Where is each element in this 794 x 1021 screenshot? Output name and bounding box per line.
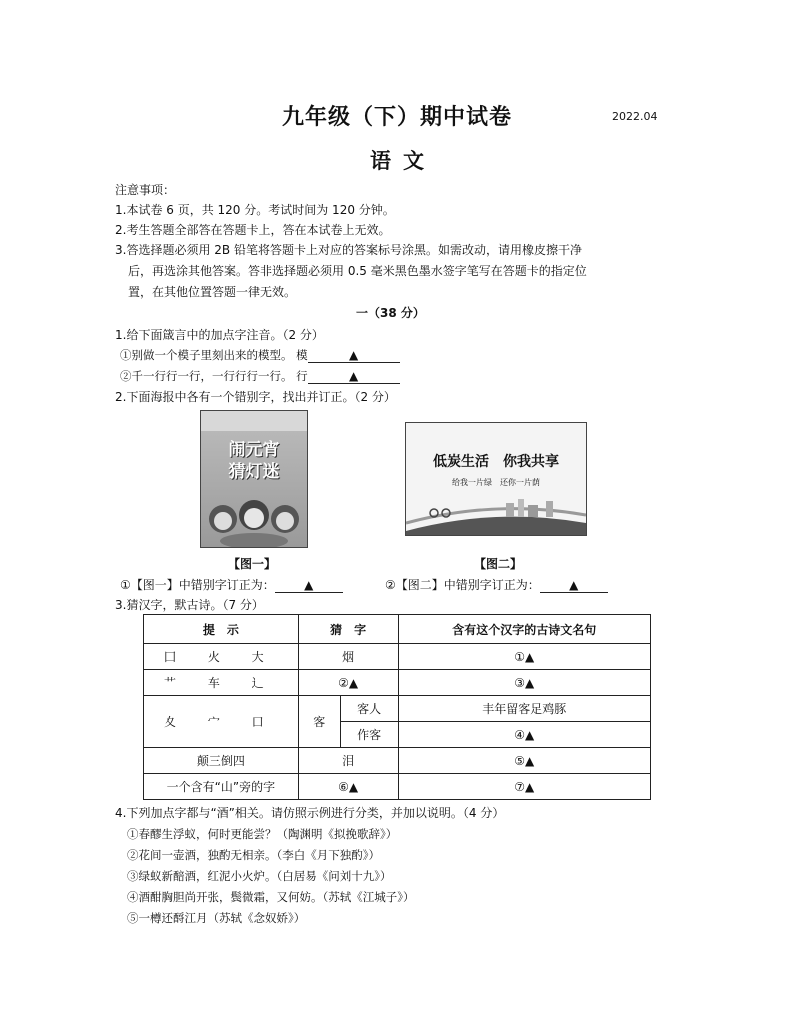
verse-cell[interactable]: ①▲ (398, 644, 650, 670)
poster2-title: 低炭生活 你我共享 (433, 454, 559, 470)
q2-answer-2-blank[interactable]: ▲ (540, 578, 608, 593)
q2-answer-1-label: ①【图一】中错别字订正为： (120, 578, 275, 592)
guess-cell[interactable]: ⑥▲ (298, 774, 398, 800)
table-row (144, 774, 651, 800)
exam-date: 2022.04 (612, 110, 658, 123)
q4-item: ②花间一壶酒，独酌无相亲。（李白《月下独酌》） (127, 848, 380, 862)
note-item: 3.答选择题必须用 2B 铅笔将答题卡上对应的答案标号涂黑。如需改动，请用橡皮擦干净 (115, 243, 582, 257)
verse-cell[interactable]: ⑦▲ (398, 774, 650, 800)
table-row (144, 748, 651, 774)
poster2-landscape-illustration (406, 493, 586, 535)
section-heading: 一（38 分） (356, 306, 425, 320)
hint-cell: 囗 火 大 (144, 644, 299, 670)
subject-char-a: 语 (370, 148, 391, 173)
header-guess: 猜 字 (298, 615, 398, 644)
q3-stem: 3.猜汉字，默古诗。（7 分） (115, 598, 264, 612)
word-cell: 客人 (340, 696, 398, 722)
table-row (144, 670, 651, 696)
poster-low-carbon (405, 422, 587, 536)
poster2-caption: 【图二】 (474, 557, 523, 571)
q1-item-a (120, 345, 400, 365)
poster1-caption: 【图一】 (228, 557, 277, 571)
table-row (144, 644, 651, 670)
note-item: 2.考生答题全部答在答题卡上，答在本试卷上无效。 (115, 223, 391, 237)
note-item: 1.本试卷 6 页，共 120 分。考试时间为 120 分钟。 (115, 203, 395, 217)
notes-heading: 注意事项： (115, 183, 176, 197)
note-item: 置，在其他位置答题一律无效。 (128, 285, 297, 299)
q1-b-answer-blank[interactable]: ▲ (308, 369, 400, 384)
verse-cell: 丰年留客足鸡豚 (398, 696, 650, 722)
q2-answer-1 (120, 575, 343, 595)
q4-item: ⑤一樽还酹江月（苏轼《念奴娇》） (127, 911, 306, 925)
subject-title (0, 145, 794, 175)
poster1-children-illustration (201, 491, 307, 547)
guess-cell: 客 (298, 696, 340, 748)
table-row (144, 696, 651, 722)
q4-item: ①春醪生浮蚁，何时更能尝？（陶渊明《拟挽歌辞》） (127, 827, 398, 841)
q1-a-text: ①别做一个模子里刻出来的模型。 模 (120, 348, 308, 362)
poster1-line2: 猜灯迷 (228, 462, 280, 482)
poster-lantern-riddle (200, 410, 308, 548)
poster1-text (201, 439, 307, 483)
guess-cell: 泪 (298, 748, 398, 774)
poster1-top-band (201, 411, 307, 431)
hint-cell: 颠三倒四 (144, 748, 299, 774)
q4-stem: 4.下列加点字都与“酒”相关。请仿照示例进行分类，并加以说明。（4 分） (115, 806, 505, 820)
subject-char-b: 文 (403, 148, 424, 173)
guess-cell[interactable]: ②▲ (298, 670, 398, 696)
hint-cell: 艹 车 辶 (144, 670, 299, 696)
guess-cell: 烟 (298, 644, 398, 670)
q3-riddle-table (143, 614, 651, 800)
table-header-row (144, 615, 651, 644)
q2-answer-2 (385, 575, 608, 595)
verse-cell[interactable]: ④▲ (398, 722, 650, 748)
q1-item-b (120, 366, 400, 386)
q4-item: ③绿蚁新醅酒，红泥小火炉。（白居易《问刘十九》） (127, 869, 392, 883)
verse-cell[interactable]: ⑤▲ (398, 748, 650, 774)
hint-cell: 一个含有“山”旁的字 (144, 774, 299, 800)
q2-stem: 2.下面海报中各有一个错别字，找出并订正。（2 分） (115, 390, 396, 404)
q1-a-answer-blank[interactable]: ▲ (308, 348, 400, 363)
q2-answer-1-blank[interactable]: ▲ (275, 578, 343, 593)
word-cell: 作客 (340, 722, 398, 748)
q2-answer-2-label: ②【图二】中错别字订正为： (385, 578, 540, 592)
header-hint: 提 示 (144, 615, 299, 644)
poster2-subtitle: 给我一片绿 还你一片荫 (452, 478, 540, 487)
q4-item: ④酒酣胸胆尚开张，鬓微霜，又何妨。（苏轼《江城子》） (127, 890, 415, 904)
verse-cell[interactable]: ③▲ (398, 670, 650, 696)
poster1-line1: 闹元宵 (228, 440, 280, 460)
hint-cell: 夊 宀 口 (144, 696, 299, 748)
q1-b-text: ②千一行行一行，一行行行一行。 行 (120, 369, 308, 383)
note-item: 后，再选涂其他答案。答非选择题必须用 0.5 毫米黑色墨水签字笔写在答题卡的指定位 (128, 264, 587, 278)
header-verse: 含有这个汉字的古诗文名句 (398, 615, 650, 644)
q1-stem: 1.给下面箴言中的加点字注音。（2 分） (115, 328, 324, 342)
exam-title: 九年级（下）期中试卷 (281, 104, 512, 130)
